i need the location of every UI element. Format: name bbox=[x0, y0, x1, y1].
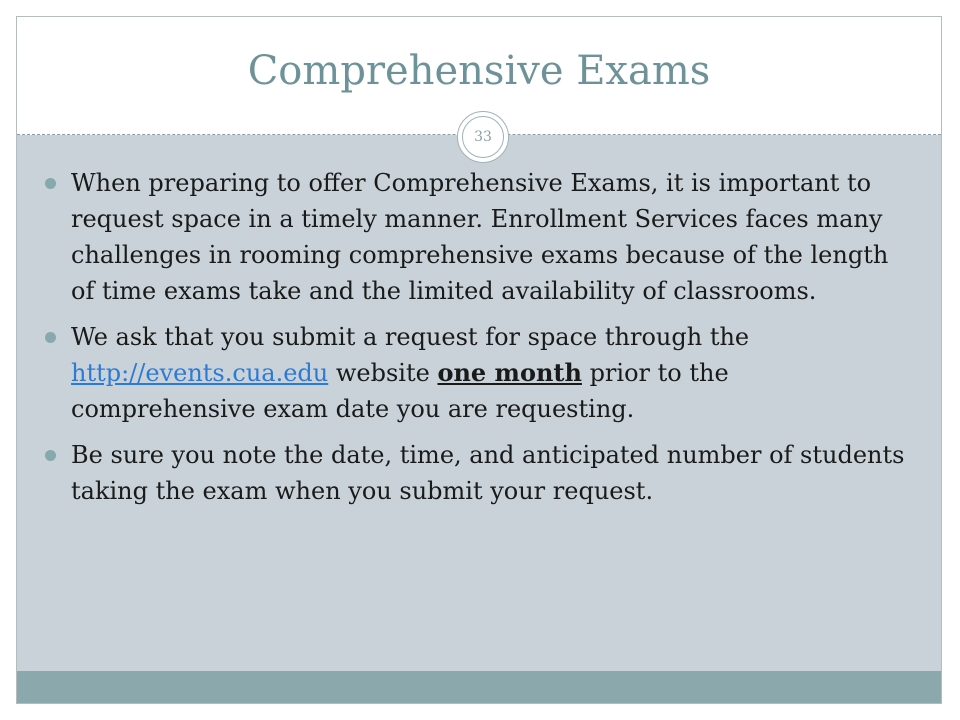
page-number: 33 bbox=[462, 116, 504, 158]
bullet-text-part: We ask that you submit a request for space through the bbox=[71, 323, 750, 351]
bullet-list bbox=[39, 165, 919, 519]
bullet-dot-icon bbox=[45, 450, 56, 461]
bullet-dot-icon bbox=[45, 332, 56, 343]
events-link[interactable]: http://events.cua.edu bbox=[71, 359, 329, 387]
slide bbox=[16, 16, 942, 704]
bullet-text-part: prior to the comprehensive exam date you are requesting. bbox=[71, 359, 729, 423]
footer-band bbox=[17, 671, 941, 704]
emphasis-text: one month bbox=[437, 358, 582, 387]
page-number-badge bbox=[457, 111, 509, 163]
bullet-item bbox=[39, 437, 919, 509]
bullet-item bbox=[39, 319, 919, 427]
bullet-text: When preparing to offer Comprehensive Exams, it is important to request space in a timely manner. Enrollment Services faces many challenges in rooming comprehensive exams because of the length of time exams take and the limited availability of classrooms. bbox=[71, 169, 889, 305]
bullet-dot-icon bbox=[45, 178, 56, 189]
bullet-text-part: website bbox=[328, 359, 438, 387]
bullet-text: Be sure you note the date, time, and anticipated number of students taking the exam when you submit your request. bbox=[71, 441, 905, 505]
slide-title: Comprehensive Exams bbox=[247, 48, 711, 94]
bullet-item bbox=[39, 165, 919, 309]
